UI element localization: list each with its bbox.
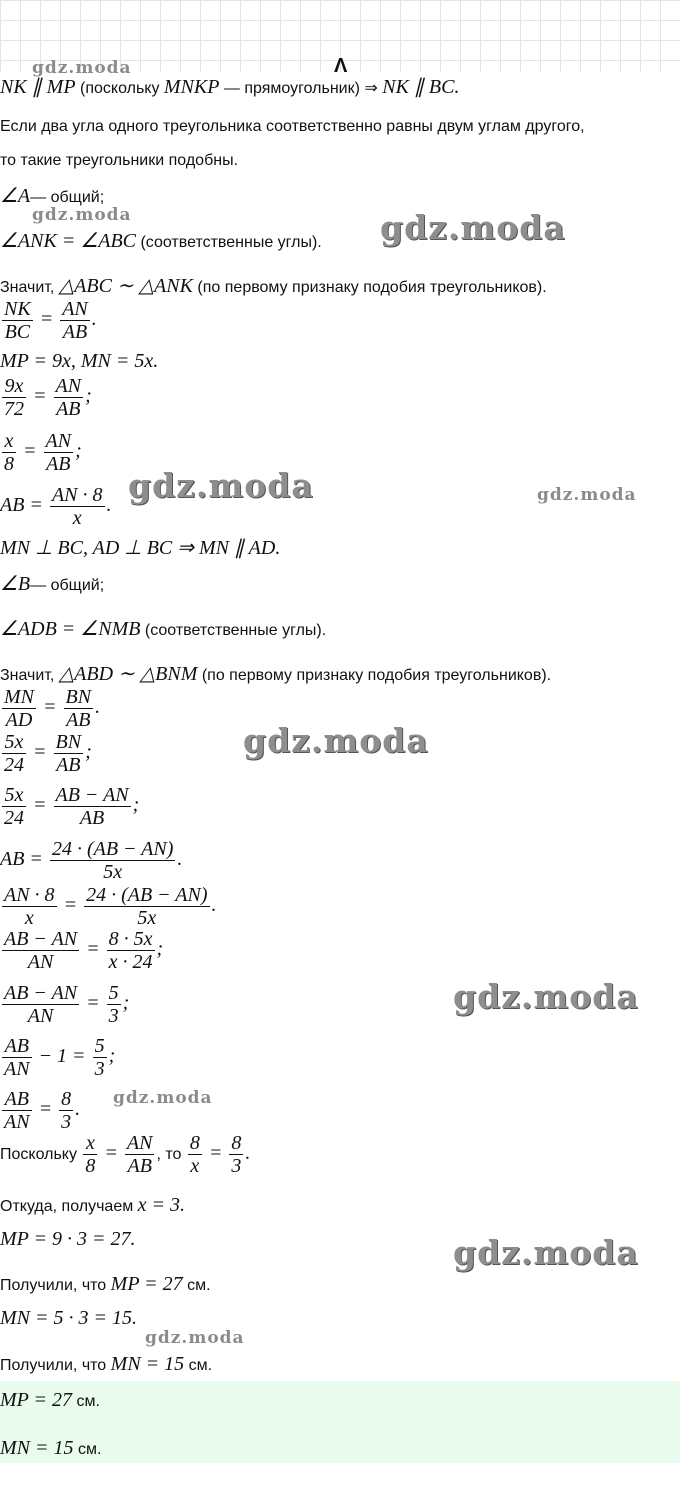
math: MP = 27: [0, 1389, 73, 1411]
text: Откуда, получаем: [0, 1198, 138, 1215]
math: ∠A: [0, 185, 31, 207]
ratio-9x-72: $\frac{9x}{72}$ = $\frac{AN}{AB}$ ;: [4, 375, 92, 420]
fraction: $\frac{BN}{AB}$: [55, 731, 82, 776]
math: x = 3.: [137, 1194, 186, 1216]
watermark: gdz.moda: [537, 485, 637, 505]
text: (соответственные углы).: [136, 234, 322, 251]
watermark: gdz.moda: [128, 466, 314, 505]
mp-calc: MP = 9 · 3 = 27.: [0, 1228, 136, 1250]
ratio-ab-an-2: $\frac{AB - AN}{AN}$ = $\frac{5}{3}$ ;: [4, 982, 130, 1027]
fraction: $\frac{x}{8}$: [85, 1132, 96, 1177]
fraction: $\frac{8}{x}$: [189, 1132, 200, 1177]
theorem-text-1: Если два угла одного треугольника соответственно равны двум углам другого,: [0, 118, 585, 135]
ratio-mn-ad: $\frac{MN}{AD}$ = $\frac{BN}{AB}$ .: [4, 686, 101, 731]
text: см.: [184, 1357, 213, 1374]
answer-box: [0, 1381, 680, 1463]
fraction: $\frac{5x}{24}$: [4, 731, 24, 776]
fraction: $\frac{8}{3}$: [61, 1088, 72, 1133]
mp-result: [0, 1273, 211, 1296]
fraction: $\frac{8 \cdot 5x}{x \cdot 24}$: [108, 928, 153, 973]
text: см.: [182, 1277, 211, 1294]
watermark: gdz.moda: [113, 1088, 213, 1108]
ab-expression-2: AB = $\frac{24 \cdot (AB - AN)}{5x}$ .: [0, 838, 183, 883]
fraction: $\frac{AB}{AN}$: [4, 1088, 30, 1133]
math: ∠ANK = ∠ABC: [0, 230, 137, 252]
since-statement: Поскольку $\frac{x}{8}$ = $\frac{AN}{AB}$ , то $\frac{8}{x}$ = $\frac{8}{3}$ .: [0, 1132, 251, 1177]
math-nk-mp: NK ∥ MP: [0, 76, 76, 98]
equate-expressions: $\frac{AN \cdot 8}{x}$ = $\frac{24 \cdot (AB - AN)}{5x}$ .: [4, 884, 217, 929]
cutoff-glyph: Λ: [334, 55, 348, 77]
fraction: $\frac{AN \cdot 8}{x}$: [51, 484, 103, 529]
fraction: $\frac{AN}{AB}$: [62, 298, 88, 343]
text: (по первому признаку подобия треугольников).: [197, 667, 552, 684]
fraction: $\frac{x}{8}$: [4, 430, 14, 475]
text: (по первому признаку подобия треугольников).: [192, 279, 547, 296]
fraction: $\frac{24 \cdot (AB - AN)}{5x}$: [86, 884, 208, 929]
angle-equality-2: [0, 616, 326, 641]
text: Получили, что: [0, 1357, 111, 1374]
math: ∠B: [0, 573, 31, 595]
fraction: $\frac{BN}{AB}$: [65, 686, 92, 731]
text: Значит,: [0, 279, 59, 296]
text: Значит,: [0, 667, 59, 684]
text: Получили, что: [0, 1277, 111, 1294]
fraction: $\frac{MN}{AD}$: [4, 686, 34, 731]
fraction: $\frac{5}{3}$: [108, 982, 119, 1027]
ab-expression-1: AB = $\frac{AN \cdot 8}{x}$ .: [0, 484, 112, 529]
fraction: $\frac{9x}{72}$: [4, 375, 24, 420]
text: — общий;: [30, 577, 105, 594]
fraction: $\frac{AN}{AB}$: [55, 375, 82, 420]
angle-equality-1: [0, 228, 322, 253]
math: △ABD ∼ △BNM: [58, 663, 198, 685]
fraction: $\frac{NK}{BC}$: [4, 298, 31, 343]
mn-calc: MN = 5 · 3 = 15.: [0, 1307, 137, 1329]
fraction: $\frac{8}{3}$: [231, 1132, 242, 1177]
similarity-2: [0, 661, 551, 686]
ratio-ab-an-3: $\frac{AB}{AN}$ − 1 = $\frac{5}{3}$ ;: [4, 1035, 116, 1080]
math: ∠ADB = ∠NMB: [0, 618, 141, 640]
watermark: gdz.moda: [32, 205, 132, 225]
ratio-x-8: $\frac{x}{8}$ = $\frac{AN}{AB}$ ;: [4, 430, 82, 475]
fraction: $\frac{AB - AN}{AN}$: [4, 928, 78, 973]
watermark: gdz.moda: [380, 208, 566, 247]
text: — общий;: [30, 189, 105, 206]
math-nk-bc: NK ∥ BC.: [382, 76, 460, 98]
text: , то: [156, 1146, 186, 1164]
x-result: [0, 1194, 185, 1217]
angle-b-common: [0, 571, 104, 596]
math: △ABC ∼ △ANK: [58, 275, 193, 297]
text: см.: [72, 1393, 100, 1410]
ratio-5x-24-bn: $\frac{5x}{24}$ = $\frac{BN}{AB}$ ;: [4, 731, 92, 776]
ratio-ab-an-4: $\frac{AB}{AN}$ = $\frac{8}{3}$ .: [4, 1088, 81, 1133]
text: — прямоугольник) ⇒: [219, 80, 383, 97]
watermark: gdz.moda: [32, 58, 132, 78]
text: (соответственные углы).: [140, 622, 327, 639]
answer-mp: [0, 1389, 100, 1412]
fraction: $\frac{AB - AN}{AB}$: [55, 784, 129, 829]
ratio-5x-24-ab-an: $\frac{5x}{24}$ = $\frac{AB - AN}{AB}$ ;: [4, 784, 140, 829]
theorem-text-2: то такие треугольники подобны.: [0, 152, 239, 169]
math: MN = 15: [110, 1353, 185, 1375]
fraction: $\frac{AN}{AB}$: [45, 430, 72, 475]
text: Поскольку: [0, 1146, 82, 1164]
math: AB =: [0, 848, 48, 871]
fraction: $\frac{AN}{AB}$: [126, 1132, 153, 1177]
watermark: gdz.moda: [453, 977, 639, 1016]
fraction: $\frac{24 \cdot (AB - AN)}{5x}$: [51, 838, 174, 883]
math: MP = 27: [110, 1273, 183, 1295]
text: (поскольку: [75, 80, 164, 97]
fraction: $\frac{5}{3}$: [94, 1035, 105, 1080]
math: MN = 15: [0, 1437, 74, 1459]
math: AB =: [0, 494, 48, 517]
fraction: $\frac{AB}{AN}$: [4, 1035, 30, 1080]
ratio-nk-bc: $\frac{NK}{BC}$ = $\frac{AN}{AB}$ .: [4, 298, 97, 343]
fraction: $\frac{AN \cdot 8}{x}$: [4, 884, 55, 929]
math-mnkp: MNKP: [163, 76, 220, 98]
fraction: $\frac{5x}{24}$: [4, 784, 24, 829]
mp-mn-definitions: MP = 9x, MN = 5x.: [0, 350, 159, 372]
watermark: gdz.moda: [453, 1233, 639, 1272]
perpendicular-statement: MN ⊥ BC, AD ⊥ BC ⇒ MN ∥ AD.: [0, 537, 281, 559]
watermark: gdz.moda: [243, 721, 429, 760]
text: см.: [73, 1441, 102, 1458]
answer-mn: [0, 1437, 101, 1460]
ratio-ab-an-1: $\frac{AB - AN}{AN}$ = $\frac{8 \cdot 5x}{x \cdot 24}$ ;: [4, 928, 164, 973]
fraction: $\frac{AB - AN}{AN}$: [4, 982, 78, 1027]
mn-result: [0, 1353, 212, 1376]
watermark: gdz.moda: [145, 1328, 245, 1348]
similarity-1: [0, 273, 547, 298]
